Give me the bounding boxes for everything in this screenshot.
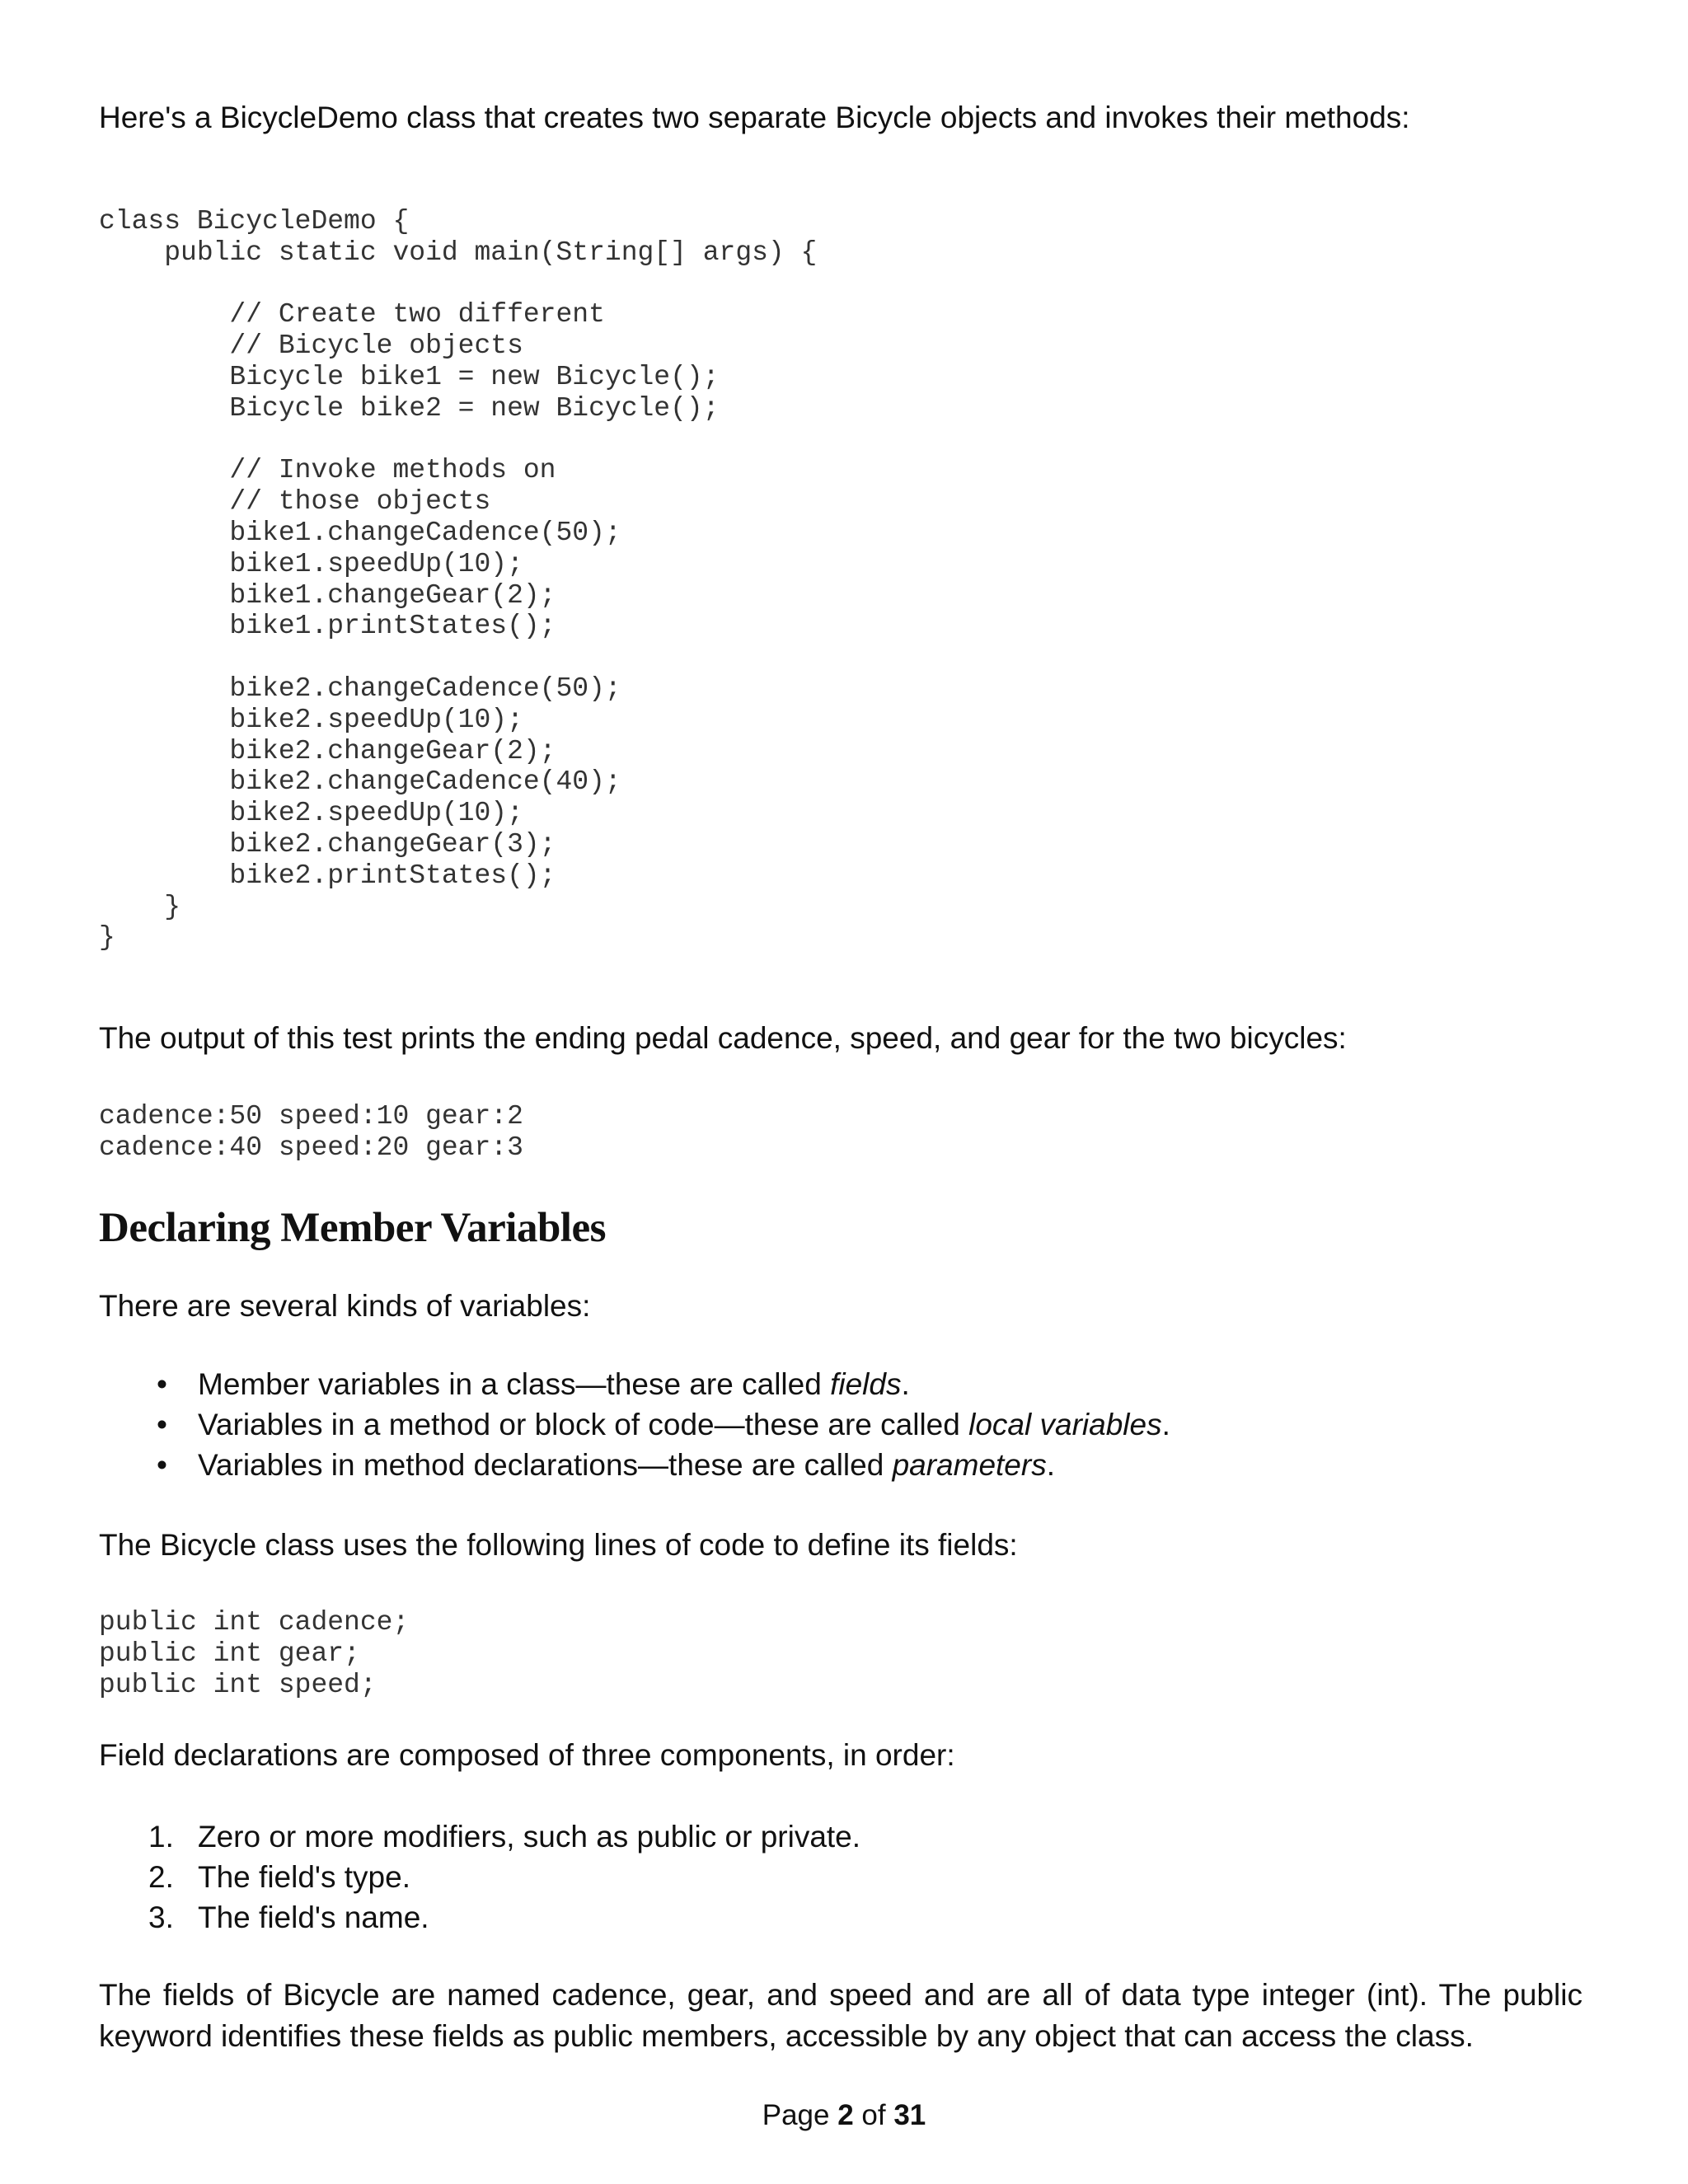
list-item-end: .	[1046, 1448, 1055, 1482]
list-item	[99, 1857, 860, 1897]
closing-paragraph: The fields of Bicycle are named cadence, gear, and speed and are all of data type integer (int). The public keyword identifies these fields as public members, accessible by any object that can access the class.	[99, 1978, 1582, 2053]
page-label: Page	[762, 2099, 830, 2131]
total-page-count: 31	[893, 2099, 926, 2131]
list-item-text: Member variables in a class—these are called	[198, 1367, 831, 1401]
page-footer	[0, 2097, 1688, 2134]
list-item-text: Variables in a method or block of code—these are called	[198, 1408, 969, 1441]
fields-code-block: public int cadence; public int gear; public int speed;	[99, 1607, 410, 1700]
intro-paragraph: Here's a BicycleDemo class that creates two separate Bicycle objects and invokes their methods:	[99, 101, 1410, 134]
list-item-end: .	[1161, 1408, 1170, 1441]
output-code-block: cadence:50 speed:10 gear:2 cadence:40 speed:20 gear:3	[99, 1101, 523, 1163]
page-of-label: of	[861, 2099, 886, 2131]
list-item-text: Zero or more modifiers, such as public or private.	[198, 1820, 861, 1854]
variable-kinds-list	[99, 1364, 1170, 1485]
bullet-marker: •	[157, 1448, 167, 1482]
kinds-intro-paragraph: There are several kinds of variables:	[99, 1289, 591, 1323]
list-item-text: The field's type.	[198, 1860, 410, 1894]
list-number: 3.	[148, 1900, 174, 1934]
output-intro-paragraph: The output of this test prints the ending pedal cadence, speed, and gear for the two bicycles:	[99, 1021, 1347, 1055]
bicycle-demo-code-block: class BicycleDemo { public static void main(String[] args) { // Create two different // Bicycle objects Bicycle bike1 = new Bicycle(); Bicycle bike2 = new Bicycle(); // Invoke methods on // those objects bike1.changeCadence(50); bike1.speedUp(10); bike1.changeGear(2); bike1.printStates(); bike2.changeCadence(50); bike2.speedUp(10); bike2.changeGear(2); bike2.changeCadence(40); bike2.speedUp(10); bike2.changeGear(3); bike2.printStates(); } }	[99, 206, 818, 954]
list-item	[99, 1816, 860, 1857]
list-item	[99, 1364, 1170, 1404]
list-number: 1.	[148, 1820, 174, 1854]
list-number: 2.	[148, 1860, 174, 1894]
bullet-marker: •	[157, 1408, 167, 1441]
list-item-text: Variables in method declarations—these are called	[198, 1448, 893, 1482]
term-emphasis: parameters	[892, 1448, 1047, 1482]
fields-intro-paragraph: The Bicycle class uses the following lines of code to define its fields:	[99, 1528, 1018, 1562]
current-page-number: 2	[837, 2099, 854, 2131]
list-item-end: .	[901, 1367, 910, 1401]
list-item-text: The field's name.	[198, 1900, 429, 1934]
list-item	[99, 1445, 1170, 1485]
bullet-marker: •	[157, 1367, 167, 1401]
list-item	[99, 1404, 1170, 1445]
list-item	[99, 1897, 860, 1938]
section-heading: Declaring Member Variables	[99, 1205, 606, 1251]
components-list	[99, 1816, 860, 1938]
term-emphasis: local variables	[968, 1408, 1162, 1441]
components-intro-paragraph: Field declarations are composed of three components, in order:	[99, 1738, 955, 1772]
term-emphasis: fields	[830, 1367, 902, 1401]
